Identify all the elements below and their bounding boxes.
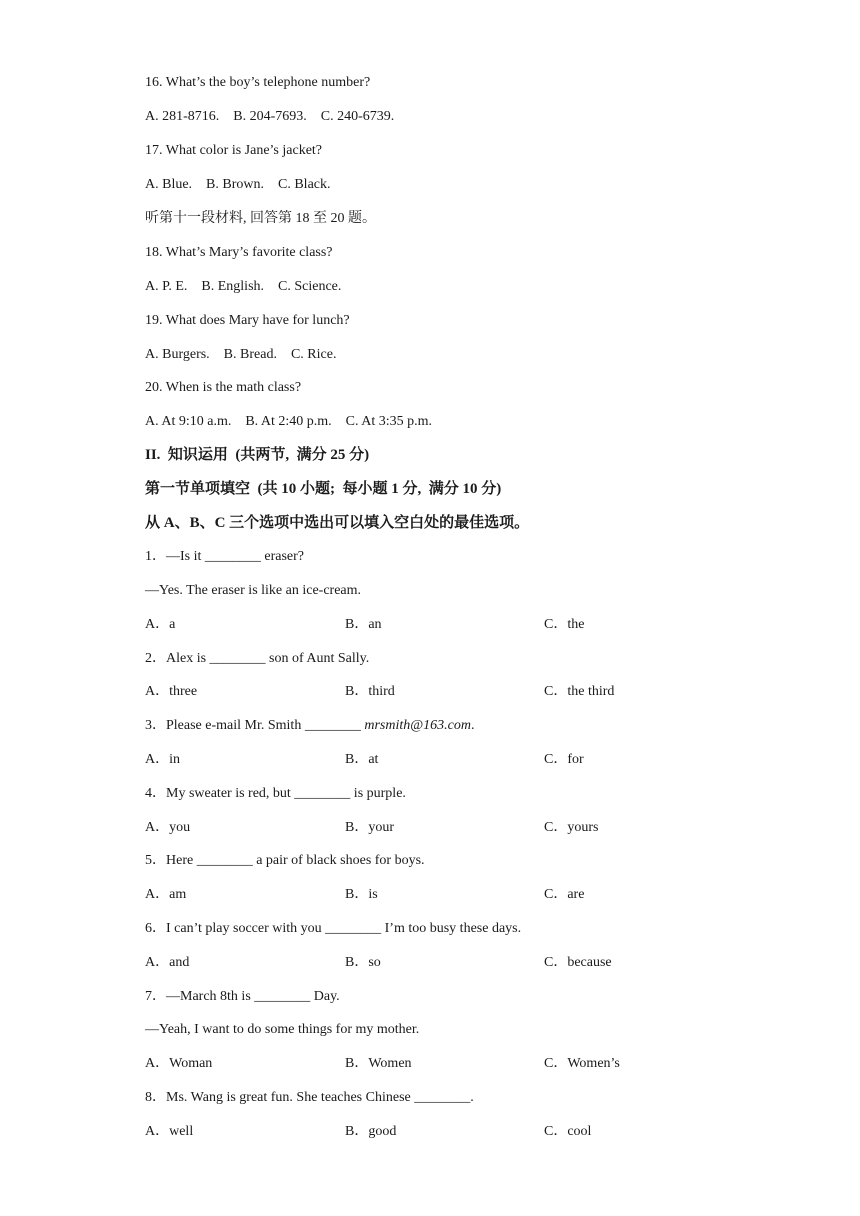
option-b: B．good [345, 1124, 397, 1139]
question-2-options [145, 683, 785, 701]
question-16: 16. What’s the boy’s telephone number? [145, 75, 371, 90]
question-19: 19. What does Mary have for lunch? [145, 313, 350, 328]
option-b: B．is [345, 887, 378, 902]
section-instruction: 从 A、B、C 三个选项中选出可以填入空白处的最佳选项。 [145, 515, 530, 531]
option-c: C．the [544, 617, 585, 632]
question-7-stem: 7．—March 8th is ________ Day. [145, 989, 340, 1004]
option-c: C．cool [544, 1124, 592, 1139]
question-5-stem: 5．Here ________ a pair of black shoes for boys. [145, 853, 425, 868]
option-a: A．Woman [145, 1056, 213, 1071]
question-3-stem-end: . [470, 718, 475, 733]
question-18-options: A. P. E. B. English. C. Science. [145, 279, 342, 294]
section-title: II. 知识运用 (共两节, 满分 25 分) [145, 447, 370, 463]
question-17-options: A. Blue. B. Brown. C. Black. [145, 177, 331, 192]
option-b: B．your [345, 820, 394, 835]
option-a: A．three [145, 684, 198, 699]
option-b: B．an [345, 617, 382, 632]
option-c: C．because [544, 955, 612, 970]
question-3-stem-text: 3．Please e-mail Mr. Smith ________ [145, 718, 365, 733]
question-3-stem [145, 717, 474, 735]
option-c: C．the third [544, 684, 615, 699]
option-c: C．are [544, 887, 585, 902]
question-4-options [145, 819, 785, 837]
question-19-options: A. Burgers. B. Bread. C. Rice. [145, 347, 337, 362]
question-1-options [145, 616, 785, 634]
question-17: 17. What color is Jane’s jacket? [145, 143, 323, 158]
question-18: 18. What’s Mary’s favorite class? [145, 245, 333, 260]
option-a: A．a [145, 617, 176, 632]
option-b: B．Women [345, 1056, 412, 1071]
question-3-options [145, 751, 785, 769]
option-a: A．am [145, 887, 187, 902]
section-subtitle: 第一节单项填空 (共 10 小题; 每小题 1 分, 满分 10 分) [145, 481, 502, 497]
option-c: C．for [544, 752, 584, 767]
email-address: mrsmith@163.com [364, 718, 471, 733]
question-6-stem: 6．I can’t play soccer with you ________ I’m too busy these days. [145, 921, 522, 936]
option-b: B．so [345, 955, 381, 970]
question-5-options [145, 886, 785, 904]
question-2-stem: 2．Alex is ________ son of Aunt Sally. [145, 651, 370, 666]
question-6-options [145, 954, 785, 972]
question-20-options: A. At 9:10 a.m. B. At 2:40 p.m. C. At 3:35 p.m. [145, 414, 433, 429]
option-c: C．Women’s [544, 1056, 620, 1071]
option-c: C．yours [544, 820, 599, 835]
question-1-stem: 1．—Is it ________ eraser? [145, 549, 305, 564]
question-4-stem: 4．My sweater is red, but ________ is purple. [145, 786, 406, 801]
listening-instruction: 听第十一段材料, 回答第 18 至 20 题。 [145, 211, 376, 226]
question-20: 20. When is the math class? [145, 380, 302, 395]
option-a: A．in [145, 752, 180, 767]
question-16-options: A. 281-8716. B. 204-7693. C. 240-6739. [145, 109, 395, 124]
option-b: B．third [345, 684, 395, 699]
question-1-stem-2: —Yes. The eraser is like an ice-cream. [145, 583, 362, 598]
option-a: A．well [145, 1124, 194, 1139]
question-7-stem-2: —Yeah, I want to do some things for my mother. [145, 1022, 420, 1037]
question-7-options [145, 1055, 785, 1073]
question-8-stem: 8．Ms. Wang is great fun. She teaches Chinese ________. [145, 1090, 474, 1105]
option-a: A．and [145, 955, 190, 970]
option-b: B．at [345, 752, 379, 767]
option-a: A．you [145, 820, 191, 835]
question-8-options [145, 1123, 785, 1141]
